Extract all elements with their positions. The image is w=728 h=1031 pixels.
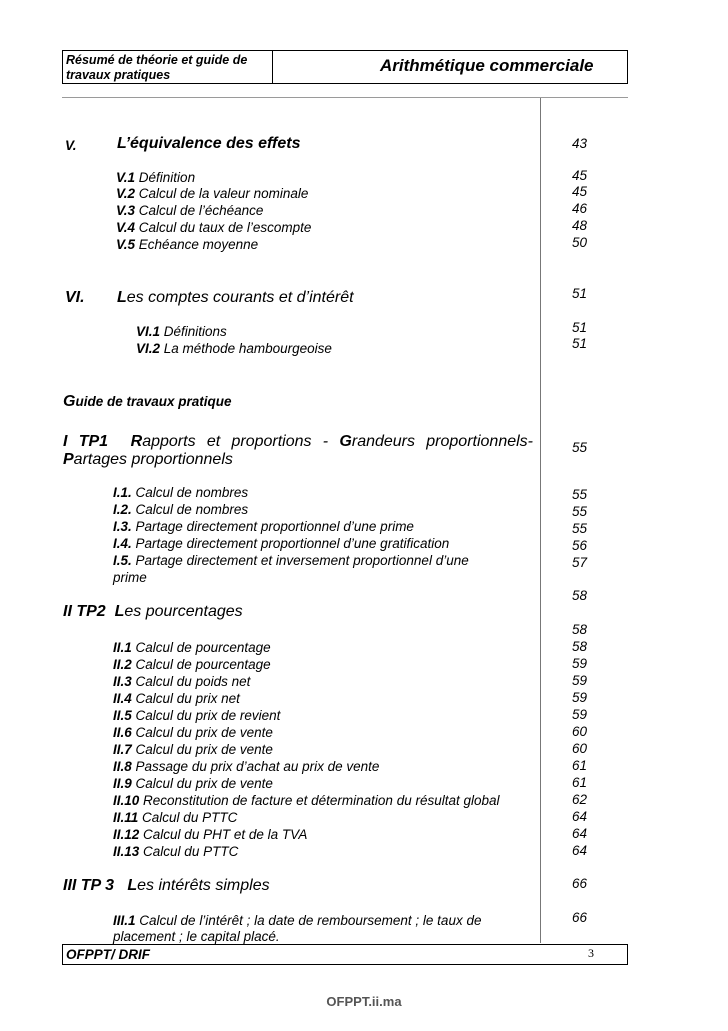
toc-item: I.1. Calcul de nombres	[113, 485, 249, 500]
toc-item: VI.2 La méthode hambourgeoise	[136, 341, 332, 356]
toc-item: VI.1 Définitions	[136, 324, 227, 339]
toc-item: II.6 Calcul du prix de vente	[113, 725, 273, 740]
section-number: VI.	[65, 289, 85, 306]
guide-heading: Guide de travaux pratique	[63, 393, 232, 410]
page-number: 45	[572, 184, 588, 199]
tp2-title: II TP2 Les pourcentages	[63, 603, 243, 620]
header-left-line1: Résumé de théorie et guide de	[66, 53, 248, 67]
toc-item: I.3. Partage directement proportionnel d’une prime	[113, 519, 414, 534]
toc-item: II.5 Calcul du prix de revient	[113, 708, 281, 723]
page-number: 55	[572, 487, 588, 502]
header-divider	[272, 50, 273, 84]
toc-item: II.7 Calcul du prix de vente	[113, 742, 273, 757]
toc-item: I.4. Partage directement proportionnel d’une gratification	[113, 536, 450, 551]
page-number: 60	[572, 724, 588, 739]
section-title	[117, 135, 300, 153]
toc-item: III.1 Calcul de l’intérêt ; la date de remboursement ; le taux de	[113, 913, 482, 928]
toc-item: V.2 Calcul de la valeur nominale	[116, 186, 309, 201]
toc-item: I.5. Partage directement et inversement proportionnel d’une	[113, 553, 469, 568]
toc-item-continued: placement ; le capital placé.	[113, 929, 280, 944]
page-number: 57	[572, 555, 588, 570]
toc-item: V.1 Définition	[116, 170, 196, 185]
tp1-title-line2: Partages proportionnels	[63, 451, 233, 468]
page-number: 61	[572, 775, 588, 790]
page-number: 55	[572, 521, 588, 536]
toc-item-continued: prime	[113, 570, 147, 585]
page-number: 55	[572, 440, 588, 455]
toc-item: II.1 Calcul de pourcentage	[113, 640, 271, 655]
page-number: 59	[572, 707, 588, 722]
page-number: 45	[572, 168, 588, 183]
page-number: 56	[572, 538, 588, 553]
watermark-text: OFPPT.ii.ma	[326, 994, 402, 1009]
page-number: 59	[572, 656, 588, 671]
page-number: 51	[572, 320, 588, 335]
page-number: 46	[572, 201, 588, 216]
header-rule	[62, 97, 628, 98]
toc-item: II.2 Calcul de pourcentage	[113, 657, 271, 672]
toc-item: V.4 Calcul du taux de l’escompte	[116, 220, 312, 235]
footer-page-number: 3	[588, 946, 594, 960]
title-cap: L’équivalence des effets	[117, 135, 301, 152]
tp3-title: III TP 3 Les intérêts simples	[63, 877, 270, 894]
page-number: 64	[572, 826, 588, 841]
toc-item: II.9 Calcul du prix de vente	[113, 776, 273, 791]
header-left-line2: travaux pratiques	[66, 68, 171, 82]
page-number: 51	[572, 336, 588, 351]
page-number: 43	[572, 136, 588, 151]
section-title: Les comptes courants et d’intérêt	[117, 289, 354, 306]
toc-item: V.5 Echéance moyenne	[116, 237, 259, 252]
page-number: 62	[572, 792, 588, 807]
page-number: 64	[572, 809, 588, 824]
toc-item: I.2. Calcul de nombres	[113, 502, 249, 517]
toc-item: II.10 Reconstitution de facture et détermination du résultat global	[113, 793, 500, 808]
page-number: 66	[572, 876, 588, 891]
footer-label: OFPPT/ DRIF	[66, 947, 150, 962]
section-number: V.	[65, 138, 77, 153]
toc-item: II.11 Calcul du PTTC	[113, 810, 238, 825]
page-number: 51	[572, 286, 588, 301]
toc-item: II.4 Calcul du prix net	[113, 691, 240, 706]
toc-item: II.13 Calcul du PTTC	[113, 844, 239, 859]
page-number: 48	[572, 218, 588, 233]
page-column-divider	[540, 98, 541, 943]
header-left	[66, 53, 266, 83]
page-number: 58	[572, 639, 588, 654]
toc-item: II.12 Calcul du PHT et de la TVA	[113, 827, 308, 842]
page-number: 66	[572, 910, 588, 925]
page-number: 61	[572, 758, 588, 773]
page-number: 59	[572, 690, 588, 705]
tp1-title-line1: I TP1 Rapports et proportions - Grandeurs proportionnels-	[63, 433, 534, 450]
toc-item: V.3 Calcul de l’échéance	[116, 203, 264, 218]
page-number: 60	[572, 741, 588, 756]
page-number: 58	[572, 622, 588, 637]
toc-item: II.3 Calcul du poids net	[113, 674, 251, 689]
page-number: 58	[572, 588, 588, 603]
page-number: 59	[572, 673, 588, 688]
page-number: 50	[572, 235, 588, 250]
toc-item: II.8 Passage du prix d’achat au prix de vente	[113, 759, 380, 774]
page-number: 64	[572, 843, 588, 858]
header-title: Arithmétique commerciale	[380, 56, 594, 75]
page-number: 55	[572, 504, 588, 519]
